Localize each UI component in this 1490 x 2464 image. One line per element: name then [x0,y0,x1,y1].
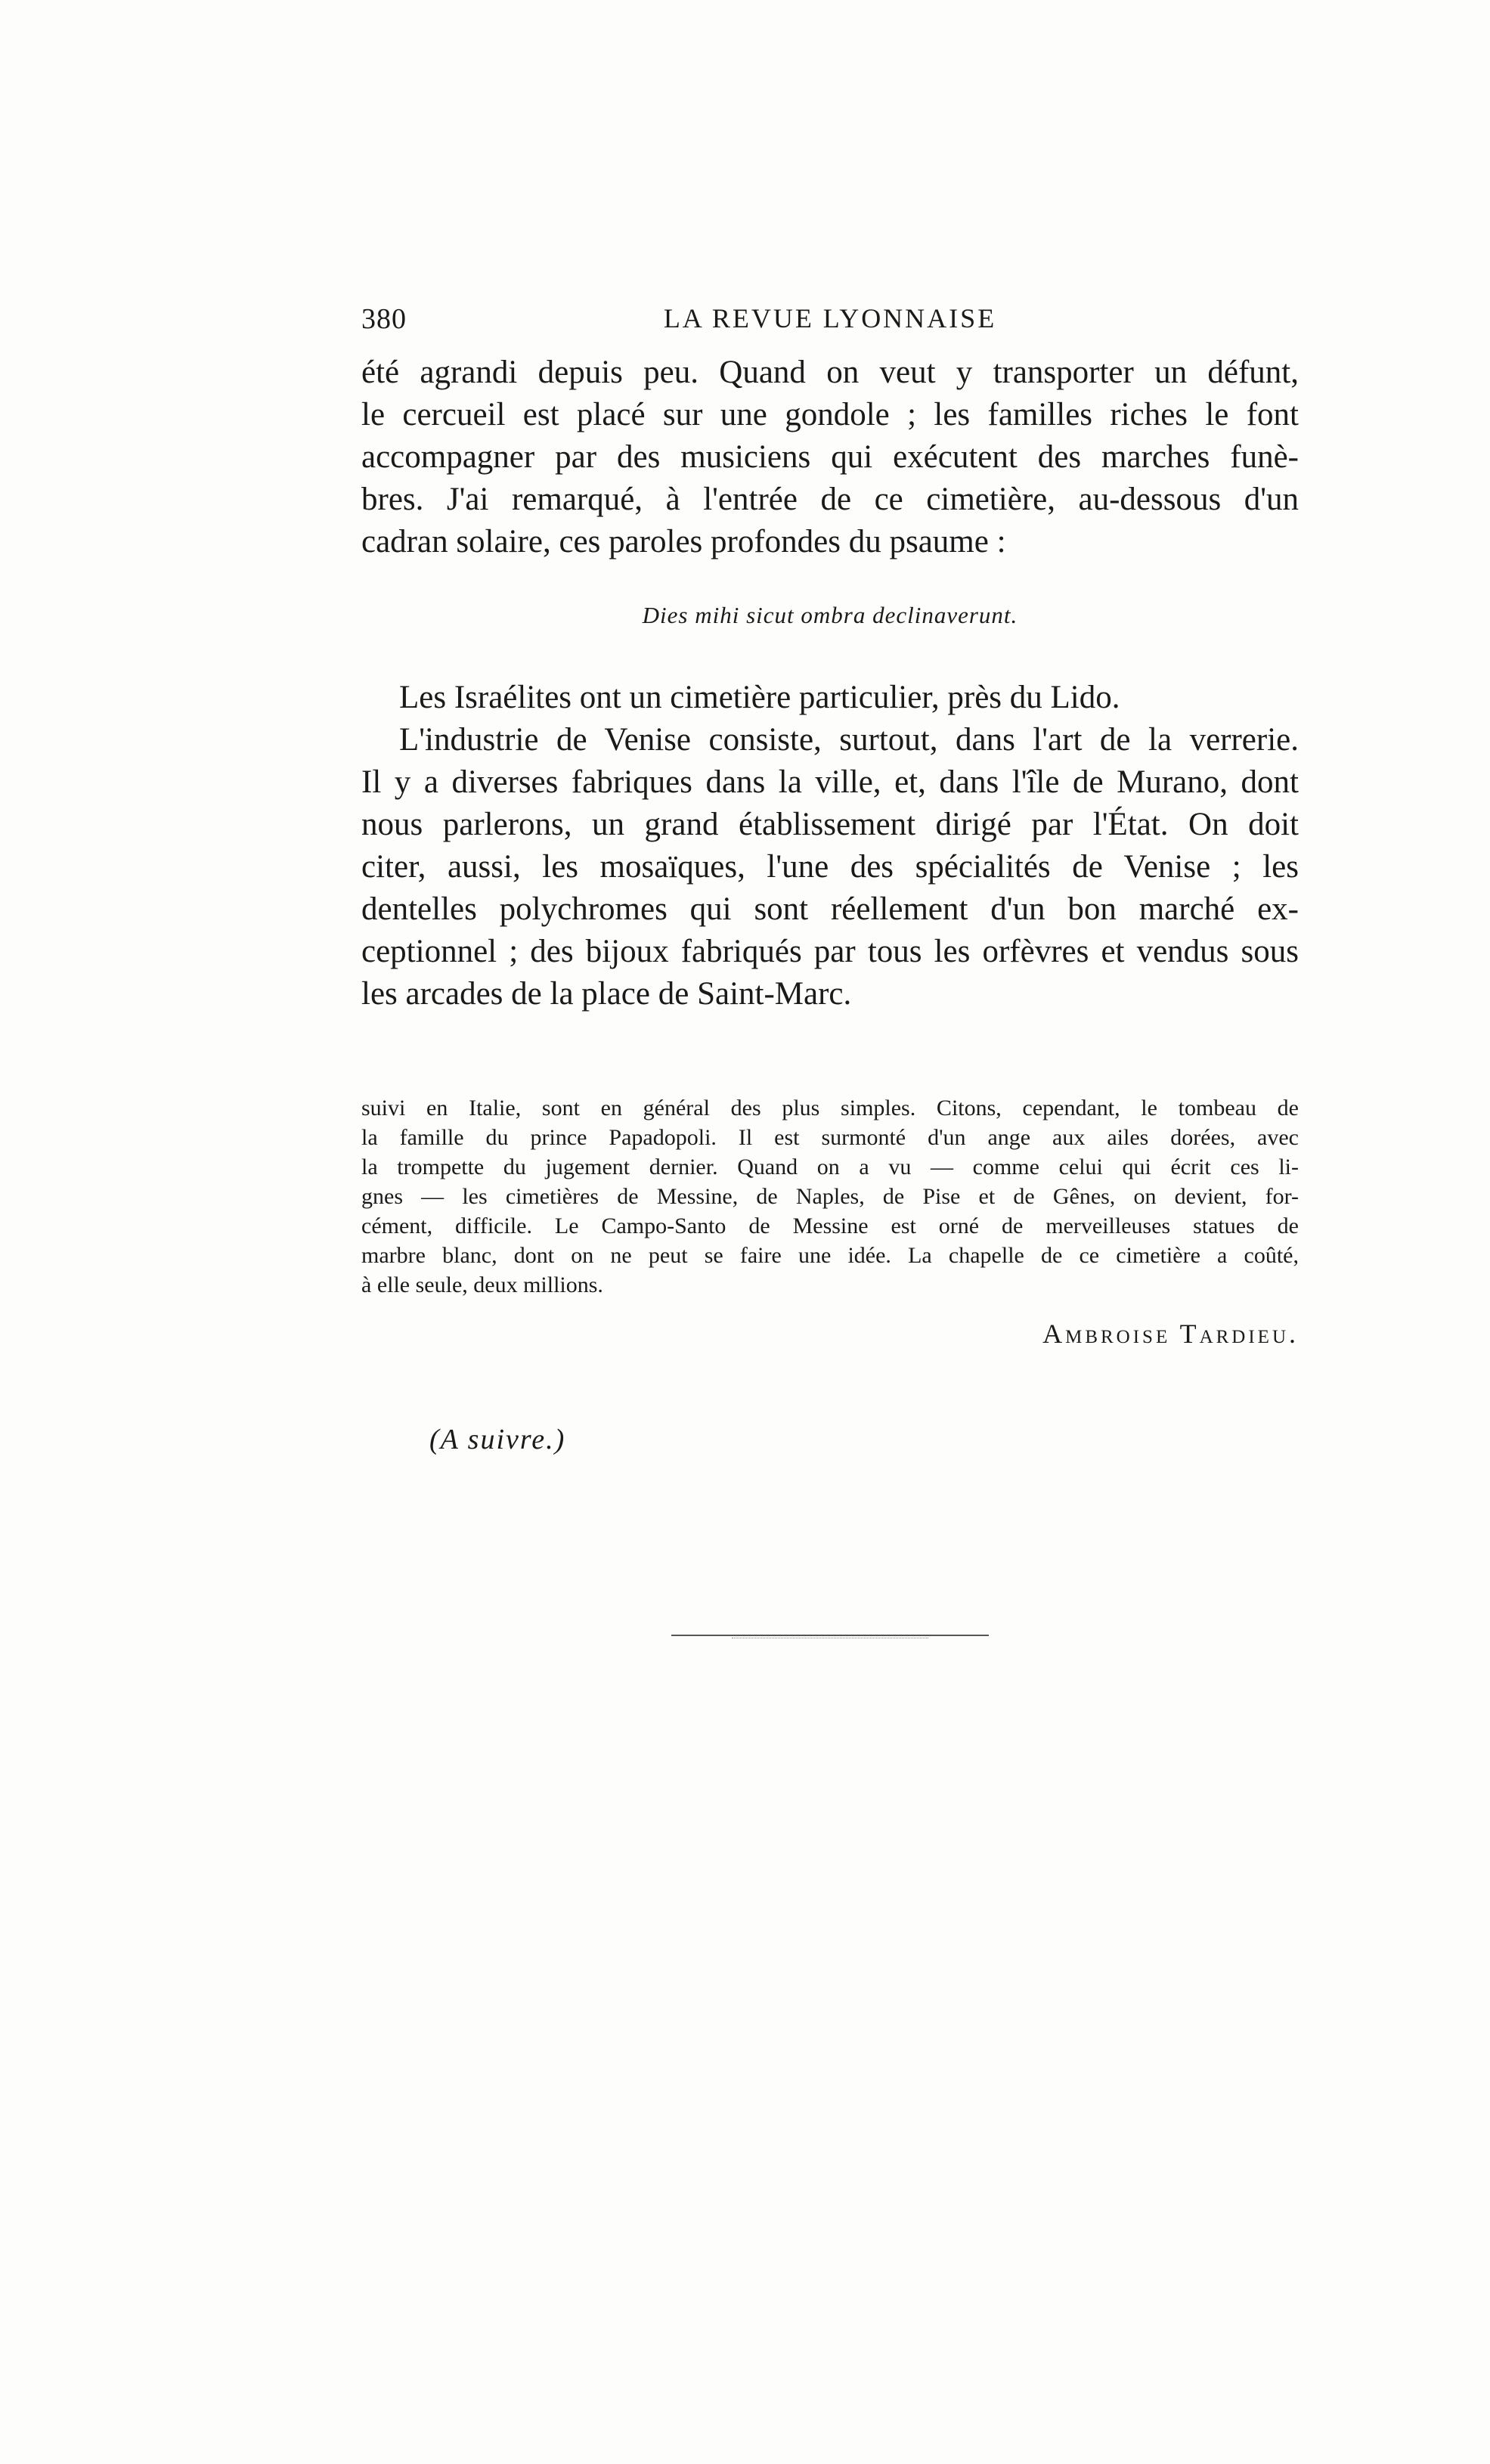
footnote-line: suivi en Italie, sont en général des plus simples. Citons, cependant, le tombeau de [361,1096,1299,1120]
paragraph-continuation [361,352,1299,563]
author-signature: Ambroise Tardieu. [1042,1319,1299,1349]
footnote-line: la famille du prince Papadopoli. Il est surmonté d'un ange aux ailes dorées, avec [361,1125,1299,1150]
text-line: accompagner par des musiciens qui exécutent des marches funè- [361,439,1299,475]
text-line: nous parlerons, un grand établissement dirigé par l'État. On doit [361,807,1299,842]
footnote-line: la trompette du jugement dernier. Quand on a vu — comme celui qui écrit ces li- [361,1155,1299,1179]
end-rule-divider [671,1635,989,1636]
footnote [361,1093,1299,1300]
to-be-continued: (A suivre.) [429,1424,566,1455]
page-header [361,302,1299,340]
footnote-line: gnes — les cimetières de Messine, de Naples, de Pise et de Gênes, on devient, for- [361,1184,1299,1209]
text-line: ceptionnel ; des bijoux fabriqués par tous les orfèvres et vendus sous [361,934,1299,969]
page-number: 380 [361,303,407,335]
text-line: dentelles polychromes qui sont réellement d'un bon marché ex- [361,891,1299,927]
latin-quote: Dies mihi sicut ombra declinaverunt. [642,602,1018,628]
text-line: citer, aussi, les mosaïques, l'une des spécialités de Venise ; les [361,849,1299,885]
footnote-line: marbre blanc, dont on ne peut se faire une idée. La chapelle de ce cimetière a coûté, [361,1243,1299,1268]
text-line: Il y a diverses fabriques dans la ville, et, dans l'île de Murano, dont [361,764,1299,800]
text-line: les arcades de la place de Saint-Marc. [361,976,852,1012]
text-line: Les Israélites ont un cimetière particulier, près du Lido. [399,680,1120,715]
text-line: été agrandi depuis peu. Quand on veut y transporter un défunt, [361,355,1299,390]
footnote-line: à elle seule, deux millions. [361,1272,603,1297]
footnote-line: cément, difficile. Le Campo-Santo de Messine est orné de merveilleuses statues de [361,1213,1299,1238]
paragraph-industry [361,677,1299,1015]
running-title: LA REVUE LYONNAISE [663,303,997,333]
text-line: cadran solaire, ces paroles profondes du psaume : [361,524,1006,559]
text-line: le cercueil est placé sur une gondole ; les familles riches le font [361,397,1299,432]
text-line: L'industrie de Venise consiste, surtout, dans l'art de la verrerie. [399,722,1299,758]
text-line: bres. J'ai remarqué, à l'entrée de ce cimetière, au-dessous d'un [361,482,1299,517]
